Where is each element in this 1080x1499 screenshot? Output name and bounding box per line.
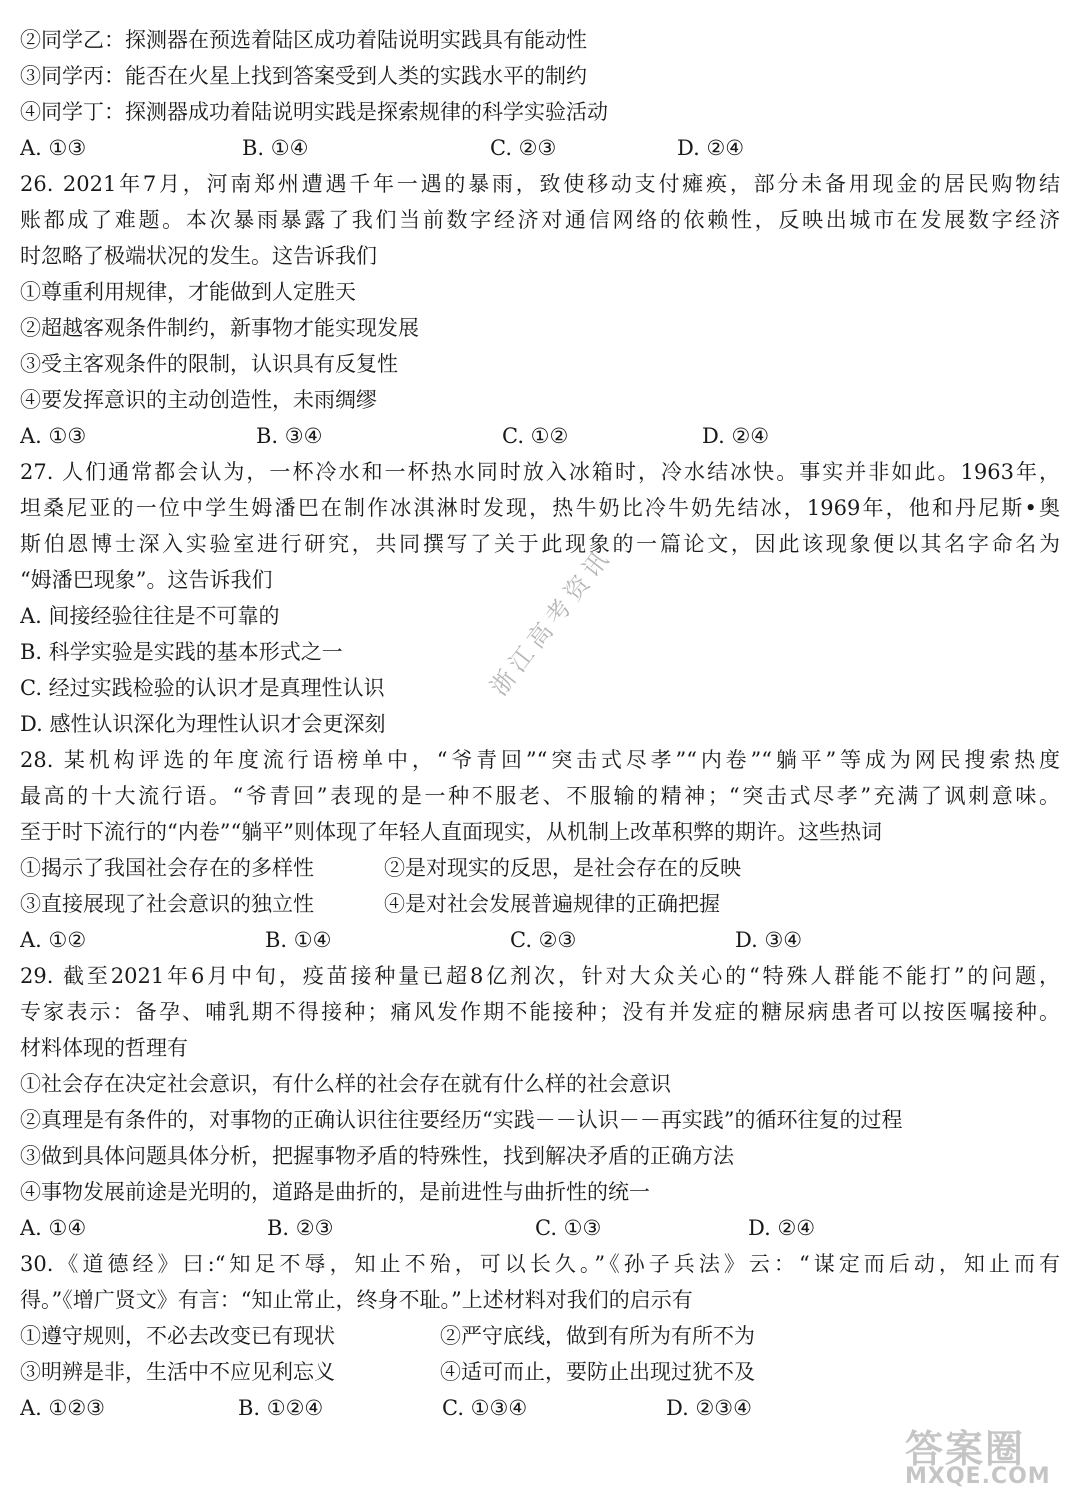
q27-option-d: D. 感性认识深化为理性认识才会更深刻 [20,712,386,736]
q27-option-c: C. 经过实践检验的认识才是真理性认识 [20,676,385,700]
q26-statement-2: ②超越客观条件制约，新事物才能实现发展 [20,316,419,340]
q29-stem-line-1: 29. 截至2021年6月中旬，疫苗接种量已超8亿剂次，针对大众关心的“特殊人群能不能打”的问题， [20,964,1060,988]
q25-options [20,130,1060,166]
option-d: D. ②③④ [666,1396,752,1420]
option-b: B. ③④ [256,424,323,448]
q28-statements-row-1 [20,850,1060,886]
q29-stem-line-2: 专家表示：备孕、哺乳期不得接种；痛风发作期不能接种；没有并发症的糖尿病患者可以按医嘱接种。 [20,1000,1060,1024]
watermark-logo-title: 答案圈 [905,1426,1026,1471]
option-b: B. ②③ [267,1216,334,1240]
q29-options [20,1210,1060,1246]
q30-stem-line-2: 得。”《增广贤文》有言：“知止常止，终身不耻。”上述材料对我们的启示有 [20,1288,693,1312]
q28-statement-2: ②是对现实的反思，是社会存在的反映 [384,856,741,880]
q30-statements-row-2 [20,1354,1060,1390]
q30-statement-1: ①遵守规则，不必去改变已有现状 [20,1324,335,1348]
diagonal-watermark: 浙江高考资讯 [484,541,618,701]
q26-stem-line-1: 26. 2021年7月，河南郑州遭遇千年一遇的暴雨，致使移动支付瘫痪，部分未备用现金的居民购物结 [20,172,1060,196]
option-d: D. ②④ [702,424,770,448]
q28-stem-line-1: 28. 某机构评选的年度流行语榜单中，“爷青回”“突击式尽孝”“内卷”“躺平”等成为网民搜索热度 [20,748,1060,772]
q30-statement-3: ③明辨是非，生活中不应见利忘义 [20,1360,335,1384]
option-a: A. ①②③ [20,1396,105,1420]
option-c: C. ①③ [535,1216,602,1240]
option-c: C. ②③ [510,928,577,952]
option-c: C. ①② [502,424,569,448]
option-a: A. ①③ [20,136,87,160]
q26-stem-line-3: 时忽略了极端状况的发生。这告诉我们 [20,244,377,268]
option-a: A. ①② [20,928,87,952]
watermark-logo-url: MXQE.COM [905,1464,1051,1489]
q30-options [20,1390,1060,1426]
q26-statement-4: ④要发挥意识的主动创造性，未雨绸缪 [20,388,377,412]
q26-options [20,418,1060,454]
q28-statement-3: ③直接展现了社会意识的独立性 [20,892,314,916]
option-b: B. ①④ [265,928,332,952]
option-d: D. ③④ [735,928,803,952]
q30-statement-2: ②严守底线，做到有所为有所不为 [440,1324,755,1348]
q29-statement-1: ①社会存在决定社会意识，有什么样的社会存在就有什么样的社会意识 [20,1072,671,1096]
q28-statement-4: ④是对社会发展普遍规律的正确把握 [384,892,720,916]
option-d: D. ②④ [677,136,745,160]
q27-stem-line-2: 坦桑尼亚的一位中学生姆潘巴在制作冰淇淋时发现，热牛奶比冷牛奶先结冰，1969年，他和丹尼斯•奥 [20,496,1060,520]
q27-stem-line-1: 27. 人们通常都会认为，一杯冷水和一杯热水同时放入冰箱时，冷水结冰快。事实并非如此。1963年， [20,460,1060,484]
q28-statements-row-2 [20,886,1060,922]
watermark-logo [905,1418,1065,1493]
option-b: B. ①②④ [238,1396,324,1420]
q28-stem-line-2: 最高的十大流行语。“爷青回”表现的是一种不服老、不服输的精神；“突击式尽孝”充满了讽刺意味。 [20,784,1060,808]
q28-statement-1: ①揭示了我国社会存在的多样性 [20,856,314,880]
q26-statement-3: ③受主客观条件的限制，认识具有反复性 [20,352,398,376]
option-a: A. ①④ [20,1216,87,1240]
option-b: B. ①④ [242,136,309,160]
q29-stem-line-3: 材料体现的哲理有 [20,1036,188,1060]
q26-stem-line-2: 账都成了难题。本次暴雨暴露了我们当前数字经济对通信网络的依赖性，反映出城市在发展数字经济 [20,208,1060,232]
q29-statement-4: ④事物发展前途是光明的，道路是曲折的，是前进性与曲折性的统一 [20,1180,650,1204]
option-d: D. ②④ [748,1216,816,1240]
option-c: C. ②③ [490,136,557,160]
option-a: A. ①③ [20,424,87,448]
q28-options [20,922,1060,958]
q26-statement-1: ①尊重利用规律，才能做到人定胜天 [20,280,356,304]
q30-stem-line-1: 30.《道德经》曰:“知足不辱，知止不殆，可以长久。”《孙子兵法》云：“谋定而后动，知止而有 [20,1252,1060,1276]
q27-option-a: A. 间接经验往往是不可靠的 [20,604,280,628]
q29-statement-3: ③做到具体问题具体分析，把握事物矛盾的特殊性，找到解决矛盾的正确方法 [20,1144,734,1168]
q30-statements-row-1 [20,1318,1060,1354]
q27-option-b: B. 科学实验是实践的基本形式之一 [20,640,343,664]
option-c: C. ①③④ [442,1396,528,1420]
q25-statement-4: ④同学丁：探测器成功着陆说明实践是探索规律的科学实验活动 [20,100,608,124]
q25-statement-3: ③同学丙：能否在火星上找到答案受到人类的实践水平的制约 [20,64,587,88]
q28-stem-line-3: 至于时下流行的“内卷”“躺平”则体现了年轻人直面现实，从机制上改革积弊的期许。这些热词 [20,820,882,844]
q30-statement-4: ④适可而止，要防止出现过犹不及 [440,1360,755,1384]
q25-statement-2: ②同学乙：探测器在预选着陆区成功着陆说明实践具有能动性 [20,28,587,52]
q27-stem-line-4: “姆潘巴现象”。这告诉我们 [20,568,273,592]
q27-stem-line-3: 斯伯恩博士深入实验室进行研究，共同撰写了关于此现象的一篇论文，因此该现象便以其名字命名为 [20,532,1060,556]
q29-statement-2: ②真理是有条件的，对事物的正确认识往往要经历“实践－－认识－－再实践”的循环往复的过程 [20,1108,903,1132]
